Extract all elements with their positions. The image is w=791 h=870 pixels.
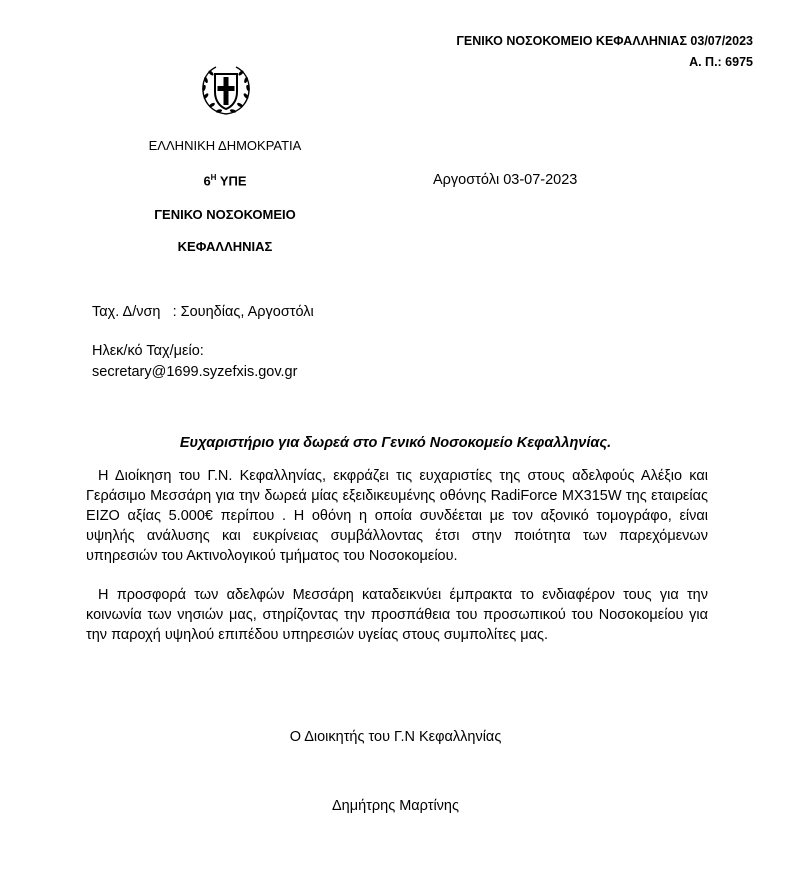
subject-line: Ευχαριστήριο για δωρεά στο Γενικό Νοσοκομείο Κεφαλληνίας. <box>179 435 612 451</box>
signatory-title: Ο Διοικητής του Γ.Ν Κεφαλληνίας <box>289 729 502 745</box>
ype-label <box>120 173 330 188</box>
greek-coat-of-arms-icon <box>198 62 254 118</box>
address-value: : Σουηδίας, Αργοστόλι <box>172 304 314 320</box>
protocol-number: Α. Π.: 6975 <box>689 55 753 69</box>
document-header <box>456 31 753 73</box>
signatory-name: Δημήτρης Μαρτίνης <box>332 798 459 814</box>
hospital-name-line2: ΚΕΦΑΛΛΗΝΙΑΣ <box>177 239 273 254</box>
email-label: Ηλεκ/κό Ταχ/μείο: <box>92 343 204 359</box>
ype-number: 6 <box>203 173 211 189</box>
hospital-name-line1: ΓΕΝΙΚΟ ΝΟΣΟΚΟΜΕΙΟ <box>154 207 296 222</box>
republic-label: ΕΛΛΗΝΙΚΗ ΔΗΜΟΚΡΑΤΙΑ <box>148 138 302 153</box>
ype-superscript: Η <box>210 173 217 182</box>
address-label: Ταχ. Δ/νση <box>92 304 161 320</box>
hospital-date-header: ΓΕΝΙΚΟ ΝΟΣΟΚΟΜΕΙΟ ΚΕΦΑΛΛΗΝΙΑΣ 03/07/2023 <box>456 34 753 48</box>
body-paragraph-1: Η Διοίκηση του Γ.Ν. Κεφαλληνίας, εκφράζει τις ευχαριστίες της στους αδελφούς Αλέξιο και Γεράσιμο Μεσσάρη για την δωρεά μίας εξειδικευμένης οθόνης RadiForce MX315W της εταιρείας EIZO αξίας 5.000€ περίπου . Η οθόνη η οποία συνδέεται με τον αξονικό τομογράφο, είναι υψηλής ανάλυσης και ευκρίνειας συμβάλλοντας έτσι στην ποιότητα των παρεχόμενων υπηρεσιών του Ακτινολογικού τμήματος του Νοσοκομείου. <box>86 468 708 564</box>
address-line <box>92 304 314 320</box>
body-paragraph-2: Η προσφορά των αδελφών Μεσσάρη καταδεικνύει έμπρακτα το ενδιαφέρον τους για την κοινωνία των νησιών μας, στηρίζοντας την προσπάθεια του προσωπικού του Νοσοκομείου για την παροχή υψηλού επιπέδου υπηρεσιών υγείας στους συμπολίτες μας. <box>86 587 708 643</box>
place-date: Αργοστόλι 03-07-2023 <box>433 172 578 188</box>
email-value: secretary@1699.syzefxis.gov.gr <box>92 364 298 380</box>
ype-text: ΥΠΕ <box>216 173 247 189</box>
